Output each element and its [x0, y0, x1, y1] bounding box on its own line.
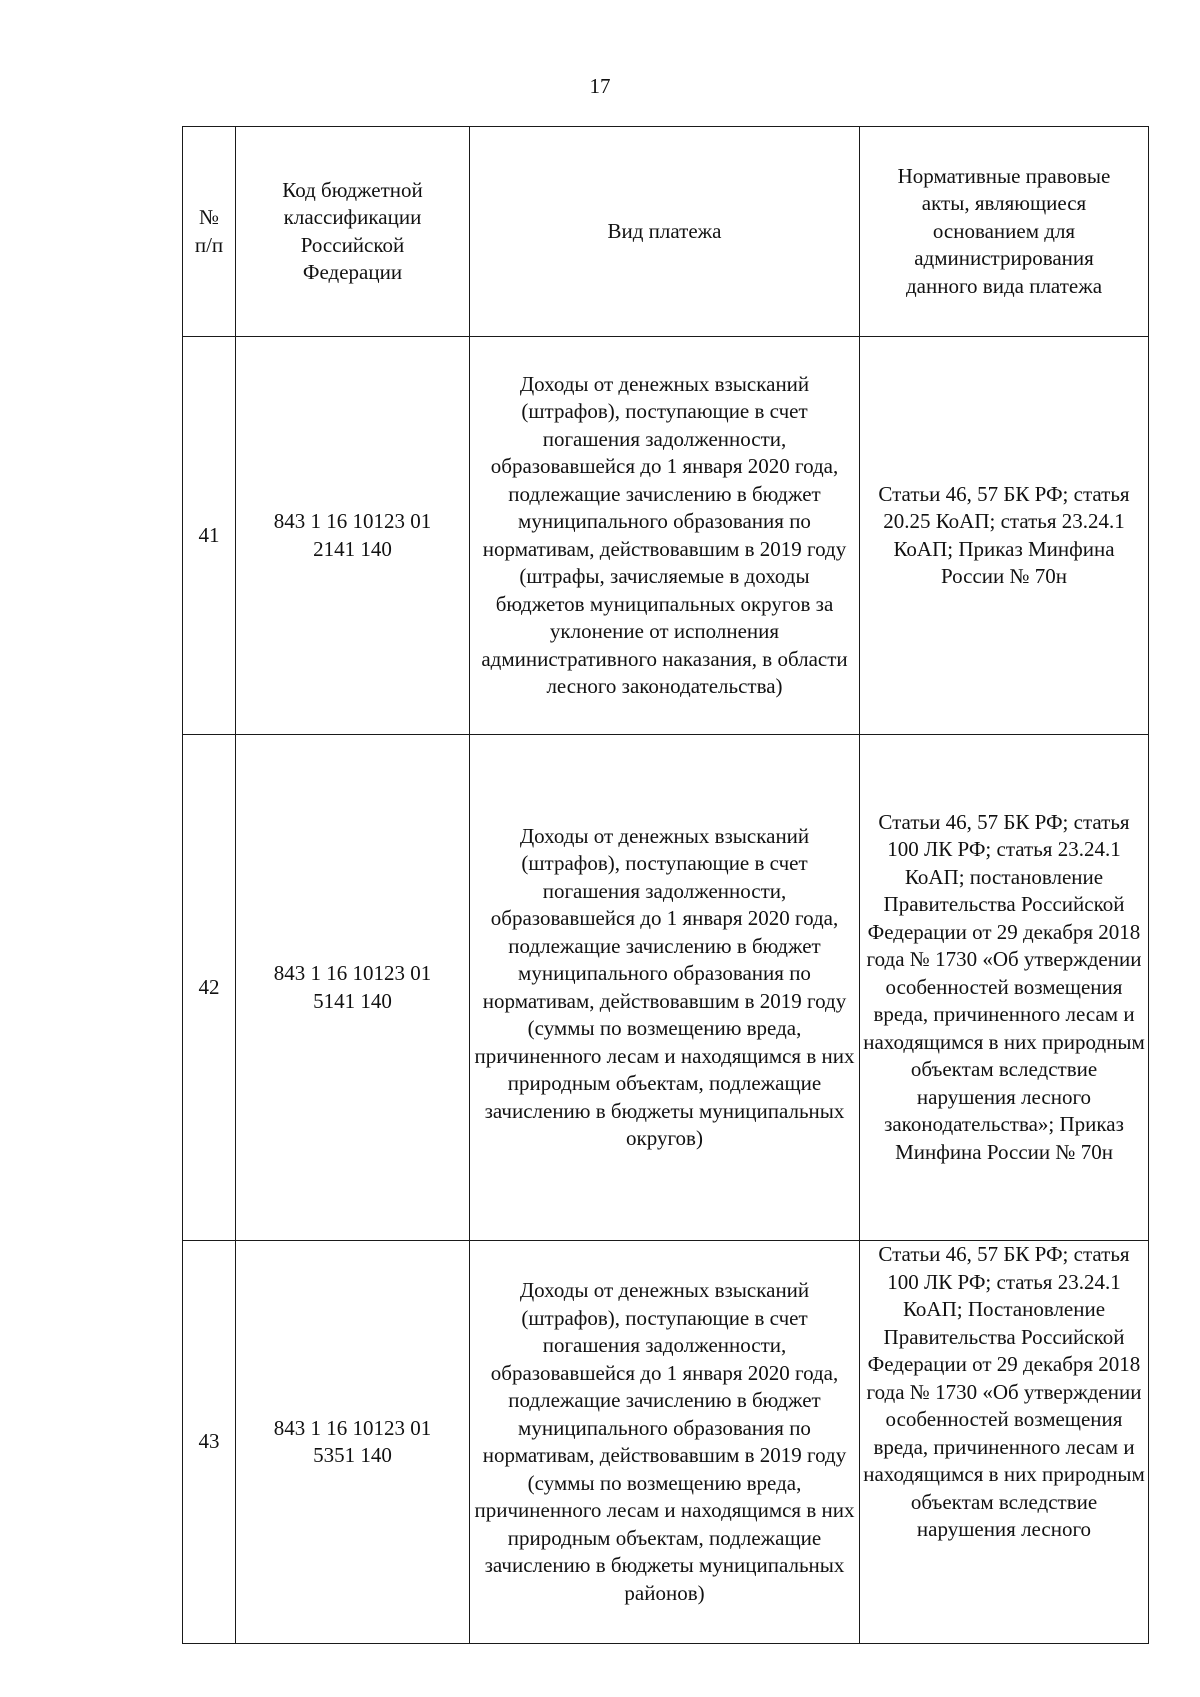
table-header-row [183, 127, 1149, 337]
row-type [470, 337, 860, 735]
row-acts [860, 1241, 1149, 1644]
row-code-text: 843 1 16 10123 01 2141 140 [273, 509, 432, 561]
row-type-text: Доходы от денежных взысканий (штрафов), поступающие в счет погашения задолженности, образовавшейся до 1 января 2020 года, подлежащие зачислению в бюджет муниципального образования по нормативам, действовавшим в 2019 году (суммы по возмещению вреда, причиненного лесам и находящимся в них природным объектам, подлежащие зачислению в бюджеты муниципальных районов) [474, 1278, 855, 1605]
header-code [236, 127, 470, 337]
row-acts [860, 337, 1149, 735]
row-acts [860, 735, 1149, 1241]
row-code [236, 735, 470, 1241]
row-acts-text: Статьи 46, 57 БК РФ; статья 100 ЛК РФ; статья 23.24.1 КоАП; Постановление Правительства Российской Федерации от 29 декабря 2018 года № 1730 «Об утверждении особенностей возмещения вреда, причиненного лесам и находящимся в них природным объектам вследствие нарушения лесного [863, 1242, 1145, 1541]
row-num: 42 [183, 735, 236, 1241]
page-number: 17 [589, 74, 611, 98]
header-code-label: Код бюджетной классификации Российской Федерации [282, 177, 423, 284]
row-type [470, 735, 860, 1241]
header-num [183, 127, 236, 337]
row-type [470, 1241, 860, 1644]
header-type-label: Вид платежа [607, 218, 722, 243]
row-num: 43 [183, 1241, 236, 1644]
row-num: 41 [183, 337, 236, 735]
row-type-text: Доходы от денежных взысканий (штрафов), поступающие в счет погашения задолженности, образовавшейся до 1 января 2020 года, подлежащие зачислению в бюджет муниципального образования по нормативам, действовавшим в 2019 году (штрафы, зачисляемые в доходы бюджетов муниципальных округов за уклонение от исполнения административного наказания, в области лесного законодательства) [481, 371, 848, 698]
row-acts-text: Статьи 46, 57 БК РФ; статья 100 ЛК РФ; статья 23.24.1 КоАП; постановление Правительства Российской Федерации от 29 декабря 2018 года № 1730 «Об утверждении особенностей возмещения вреда, причиненного лесам и находящимся в них природным объектам вследствие нарушения лесного законодательства»; Приказ Минфина России № 70н [863, 809, 1145, 1164]
header-acts [860, 127, 1149, 337]
table-row [183, 735, 1149, 1241]
row-acts-text: Статьи 46, 57 БК РФ; статья 20.25 КоАП; статья 23.24.1 КоАП; Приказ Минфина России № 70н [878, 481, 1130, 588]
row-code [236, 337, 470, 735]
table-row [183, 1241, 1149, 1644]
row-code-text: 843 1 16 10123 01 5141 140 [273, 961, 432, 1013]
row-type-text: Доходы от денежных взысканий (штрафов), поступающие в счет погашения задолженности, образовавшейся до 1 января 2020 года, подлежащие зачислению в бюджет муниципального образования по нормативам, действовавшим в 2019 году (суммы по возмещению вреда, причиненного лесам и находящимся в них природным объектам, подлежащие зачислению в бюджеты муниципальных округов) [474, 823, 855, 1150]
header-type [470, 127, 860, 337]
payment-types-table [182, 126, 1149, 1644]
row-code [236, 1241, 470, 1644]
row-code-text: 843 1 16 10123 01 5351 140 [273, 1415, 432, 1467]
table-row [183, 337, 1149, 735]
header-acts-label: Нормативные правовые акты, являющиеся основанием для администрирования данного вида платежа [897, 163, 1111, 298]
header-num-label: № п/п [194, 205, 224, 257]
